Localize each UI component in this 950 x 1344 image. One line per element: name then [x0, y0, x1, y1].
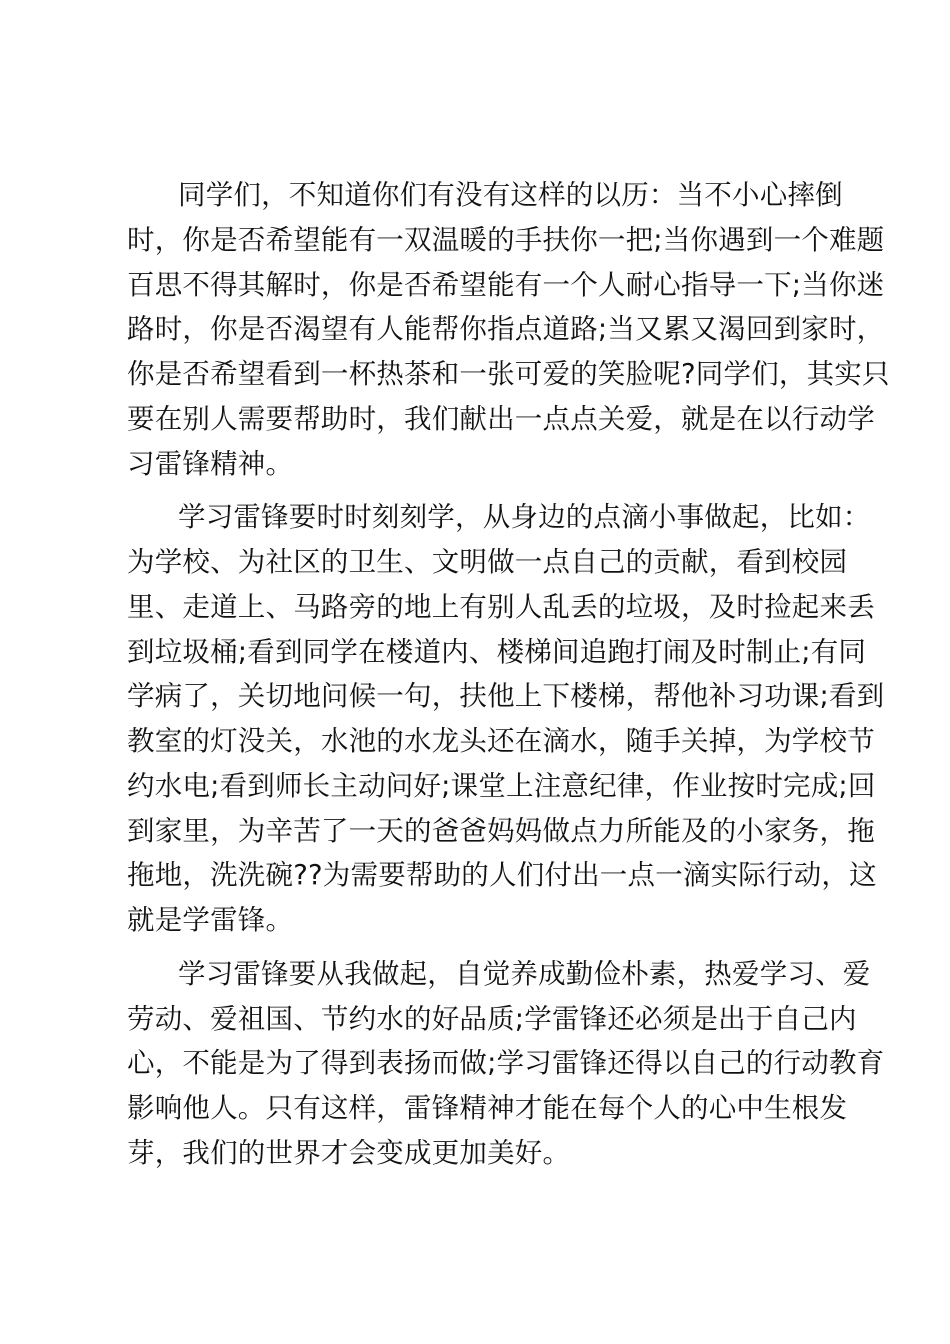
paragraph-3 [127, 952, 885, 1176]
text-line: 学病了，关切地问候一句，扶他上下楼梯，帮他补习功课;看到 [127, 680, 885, 713]
text-line: 学习雷锋要时时刻刻学，从身边的点滴小事做起，比如： [178, 501, 871, 534]
text-line: 到垃圾桶;看到同学在楼道内、楼梯间追跑打闹及时制止;有同 [127, 635, 867, 668]
text-line: 里、走道上、马路旁的地上有别人乱丢的垃圾，及时捡起来丢 [127, 590, 875, 623]
paragraph-spacer [127, 486, 837, 495]
text-line: 为学校、为社区的卫生、文明做一点自己的贡献，看到校园 [127, 546, 848, 578]
text-line: 时，你是否希望能有一双温暖的手扶你一把;当你遇到一个难题 [127, 223, 885, 256]
text-line: 百思不得其解时，你是否希望能有一个人耐心指导一下;当你迷 [127, 268, 885, 301]
paragraph-2 [127, 495, 885, 943]
text-line: 影响他人。只有这样，雷锋精神才能在每个人的心中生根发 [127, 1092, 848, 1124]
text-line: 习雷锋精神。 [127, 447, 294, 480]
text-line: 你是否希望看到一杯热茶和一张可爱的笑脸呢?同学们，其实只 [127, 358, 890, 390]
text-line: 教室的灯没关，水池的水龙头还在滴水，随手关掉，为学校节 [127, 725, 875, 757]
text-line: 心，不能是为了得到表扬而做;学习雷锋还得以自己的行动教育 [127, 1047, 885, 1080]
paragraph-1 [127, 173, 890, 486]
text-line: 到家里，为辛苦了一天的爸爸妈妈做点力所能及的小家务，拖 [127, 814, 875, 847]
text-line: 同学们，不知道你们有没有这样的以历：当不小心摔倒 [178, 179, 843, 211]
text-line: 劳动、爱祖国、节约水的好品质;学雷锋还必须是出于自己内 [127, 1002, 857, 1035]
document-body [127, 173, 890, 1176]
text-line: 就是学雷锋。 [127, 904, 294, 936]
text-line: 拖地，洗洗碗??为需要帮助的人们付出一点一滴实际行动，这 [127, 859, 877, 892]
text-line: 芽，我们的世界才会变成更加美好。 [127, 1136, 571, 1169]
text-line: 约水电;看到师长主动问好;课堂上注意纪律，作业按时完成;回 [127, 769, 876, 802]
text-line: 要在别人需要帮助时，我们献出一点点关爱，就是在以行动学 [127, 402, 875, 435]
paragraph-spacer [127, 943, 837, 952]
text-line: 学习雷锋要从我做起，自觉养成勤俭朴素，热爱学习、爱 [178, 957, 871, 990]
text-line: 路时，你是否渴望有人能帮你指点道路;当又累又渴回到家时， [127, 313, 885, 346]
